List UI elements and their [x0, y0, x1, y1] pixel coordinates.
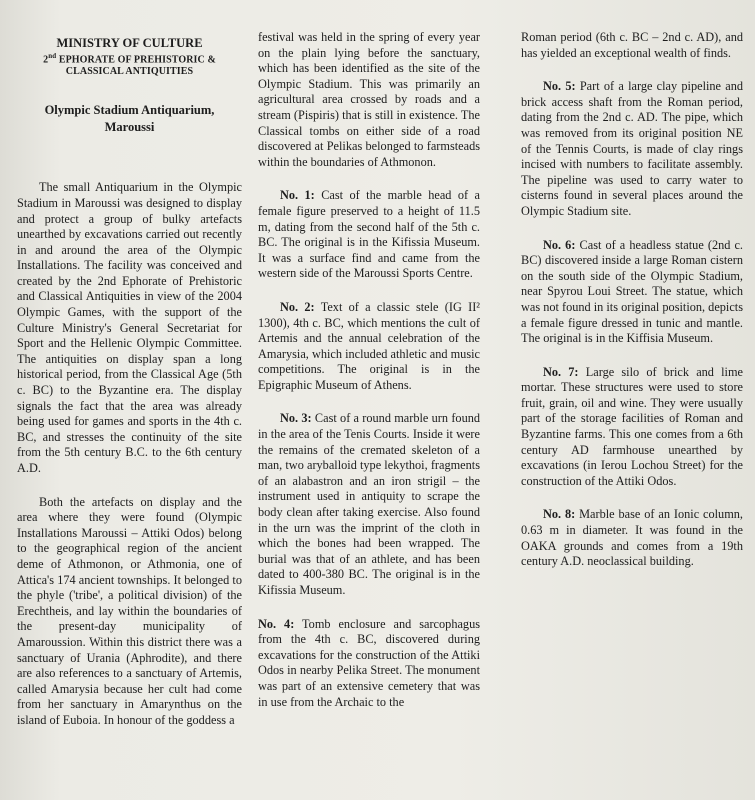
- item-text: Large silo of brick and lime mortar. These structures were used to store fruit, grain, oil and wine. They were usually part of the storage facilities of Roman and Byzantine farms. This one comes from a 6th century AD farmhouse unearthed by excavations (in Ierou Lochou Street) for the construction of the Attiki Odos.: [521, 364, 743, 488]
- exhibit-item-8: [521, 507, 743, 569]
- item-text: Text of a classic stele (IG II² 1300), 4th c. BC, which mentions the cult of Artemis and the annual celebration of the Amarysia, which included athletic and music competitions. The original is in the Epigraphic Museum of Athens.: [258, 299, 480, 392]
- exhibit-item-3: [258, 411, 480, 598]
- item-label: No. 7:: [543, 364, 579, 379]
- title-line-2: Maroussi: [104, 120, 155, 135]
- exhibit-item-5: [521, 79, 743, 219]
- exhibit-item-1: [258, 188, 480, 282]
- title-line-1: Olympic Stadium Antiquarium,: [44, 103, 215, 118]
- ephorate-line-2: CLASSICAL ANTIQUITIES: [65, 66, 194, 78]
- item-text: Cast of a round marble urn found in the area of the Tenis Courts. Inside it were the remains of the cremated skeleton of a man, two aryballoid type lekythoi, fragments of an alabastron and an iron strigil – the instrument used in antiquity to scrape the body clean after taking exercise. Also found in the urn was the imprint of the cloth in which the bones had been wrapped. The burial was that of an athlete, and has been dated to 400-380 BC. The original is in the Kifissia Museum.: [258, 411, 481, 597]
- exhibit-item-4-continued: [521, 30, 743, 61]
- item-label: No. 1:: [280, 188, 315, 203]
- item-text: Tomb enclosure and sarcophagus from the 4th c. BC, discovered during excavations for the construction of the Attiki Odos in nearby Pelika Street. The monument was part of an extensive cemetery that was in use from the Archaic to the: [258, 616, 481, 709]
- item-text: Roman period (6th c. BC – 2nd c. AD), and has yielded an exceptional wealth of finds.: [521, 30, 743, 60]
- item-label: No. 4:: [258, 616, 295, 631]
- region-paragraph: Both the artefacts on display and the area where they were found (Olympic Installations Maroussi – Attiki Odos) belong to the geographical region of the ancient deme of Athmonon, or Athmonia, one of Attica's 174 ancient townships. It belonged to the phyle ('tribe', a political division) of the Erechtheis, and lay within the boundaries of the present-day municipality of Amaroussion. Within this district there was a sanctuary of Urania (Aphrodite), and there are also references to a sanctuary of Artemis, called Amarysia because her cult had come from her sanctuary in Amarynthus on the island of Euboia. In honour of the goddess a: [17, 494, 242, 727]
- item-label: No. 2:: [280, 299, 315, 314]
- column-1: [17, 30, 242, 747]
- item-label: No. 8:: [543, 507, 576, 522]
- item-text: Part of a large clay pipeline and brick access shaft from the Roman period, dating from the 2nd c. AD. The pipe, which was removed from its original position NE of the Tennis Courts, is made of clay rings incised with numbers to facilitate assembly. The pipeline was used to carry water to cisterns found in several places around the Olympic Stadium site.: [521, 79, 744, 218]
- exhibit-item-2: [258, 300, 480, 394]
- ephorate-name: EPHORATE OF PREHISTORIC &: [56, 54, 216, 66]
- page-title: [17, 102, 242, 136]
- intro-paragraph: The small Antiquarium in the Olympic Stadium in Maroussi was designed to display and protect a group of bulky artefacts unearthed by excavations carried out recently in and around the area of the Olympic Installations. The facility was conceived and created by the 2nd Ephorate of Prehistoric and Classical Antiquities in view of the 2004 Olympic Games, with the support of the Culture Ministry's General Secretariat for Sport and the Hellenic Olympic Committee. The antiquities on display span a long historical period, from the Classical Age (5th c. BC) to the Byzantine era. The display signals the fact that the area was already being used for games and sports in the 4th c. BC, and stresses the continuity of the site from the 5th century B.C. to the 6th century A.D.: [17, 180, 242, 476]
- festival-paragraph: festival was held in the spring of every year on the plain lying before the sanctuary, which has been identified as the site of the Olympic Stadium. This was primarily an agricultural area crossed by roads and a stream (Pispiris) that is still in existence. The Classical tombs on either side of a road discovered at Pelikas belonged to farmsteads within the boundaries of Athmonon.: [258, 30, 480, 169]
- exhibit-item-7: [521, 365, 743, 490]
- item-label: No. 6:: [543, 237, 576, 252]
- item-text: Cast of the marble head of a female figure preserved to a height of 11.5 m, dating from the second half of the 5th c. BC. The original is in the Kifissia Museum. It was a surface find and came from the western side of the Maroussi Sports Centre.: [258, 188, 480, 281]
- ministry-name: MINISTRY OF CULTURE: [56, 36, 203, 50]
- ephorate-suffix: nd: [48, 52, 57, 60]
- column-2: [258, 30, 480, 728]
- ephorate-number: 2: [43, 54, 49, 66]
- ephorate-line: [17, 50, 242, 66]
- ministry-header: [17, 36, 242, 78]
- item-label: No. 3:: [280, 411, 312, 426]
- exhibit-item-4: [258, 617, 480, 711]
- exhibit-item-6: [521, 238, 743, 347]
- column-3: [521, 30, 743, 588]
- item-text: Cast of a headless statue (2nd c. BC) discovered inside a large Roman cistern on the south side of the Olympic Stadium, near Spyrou Loui Street. The statue, which was not found in its original position, depicts a female figure dressed in tunic and mantle. The original is in the Kiffisia Museum.: [521, 237, 744, 346]
- item-label: No. 5:: [543, 79, 576, 94]
- item-text: Marble base of an Ionic column, 0.63 m in diameter. It was found in the OAKA grounds and comes from a 19th century A.D. neoclassical building.: [521, 507, 743, 569]
